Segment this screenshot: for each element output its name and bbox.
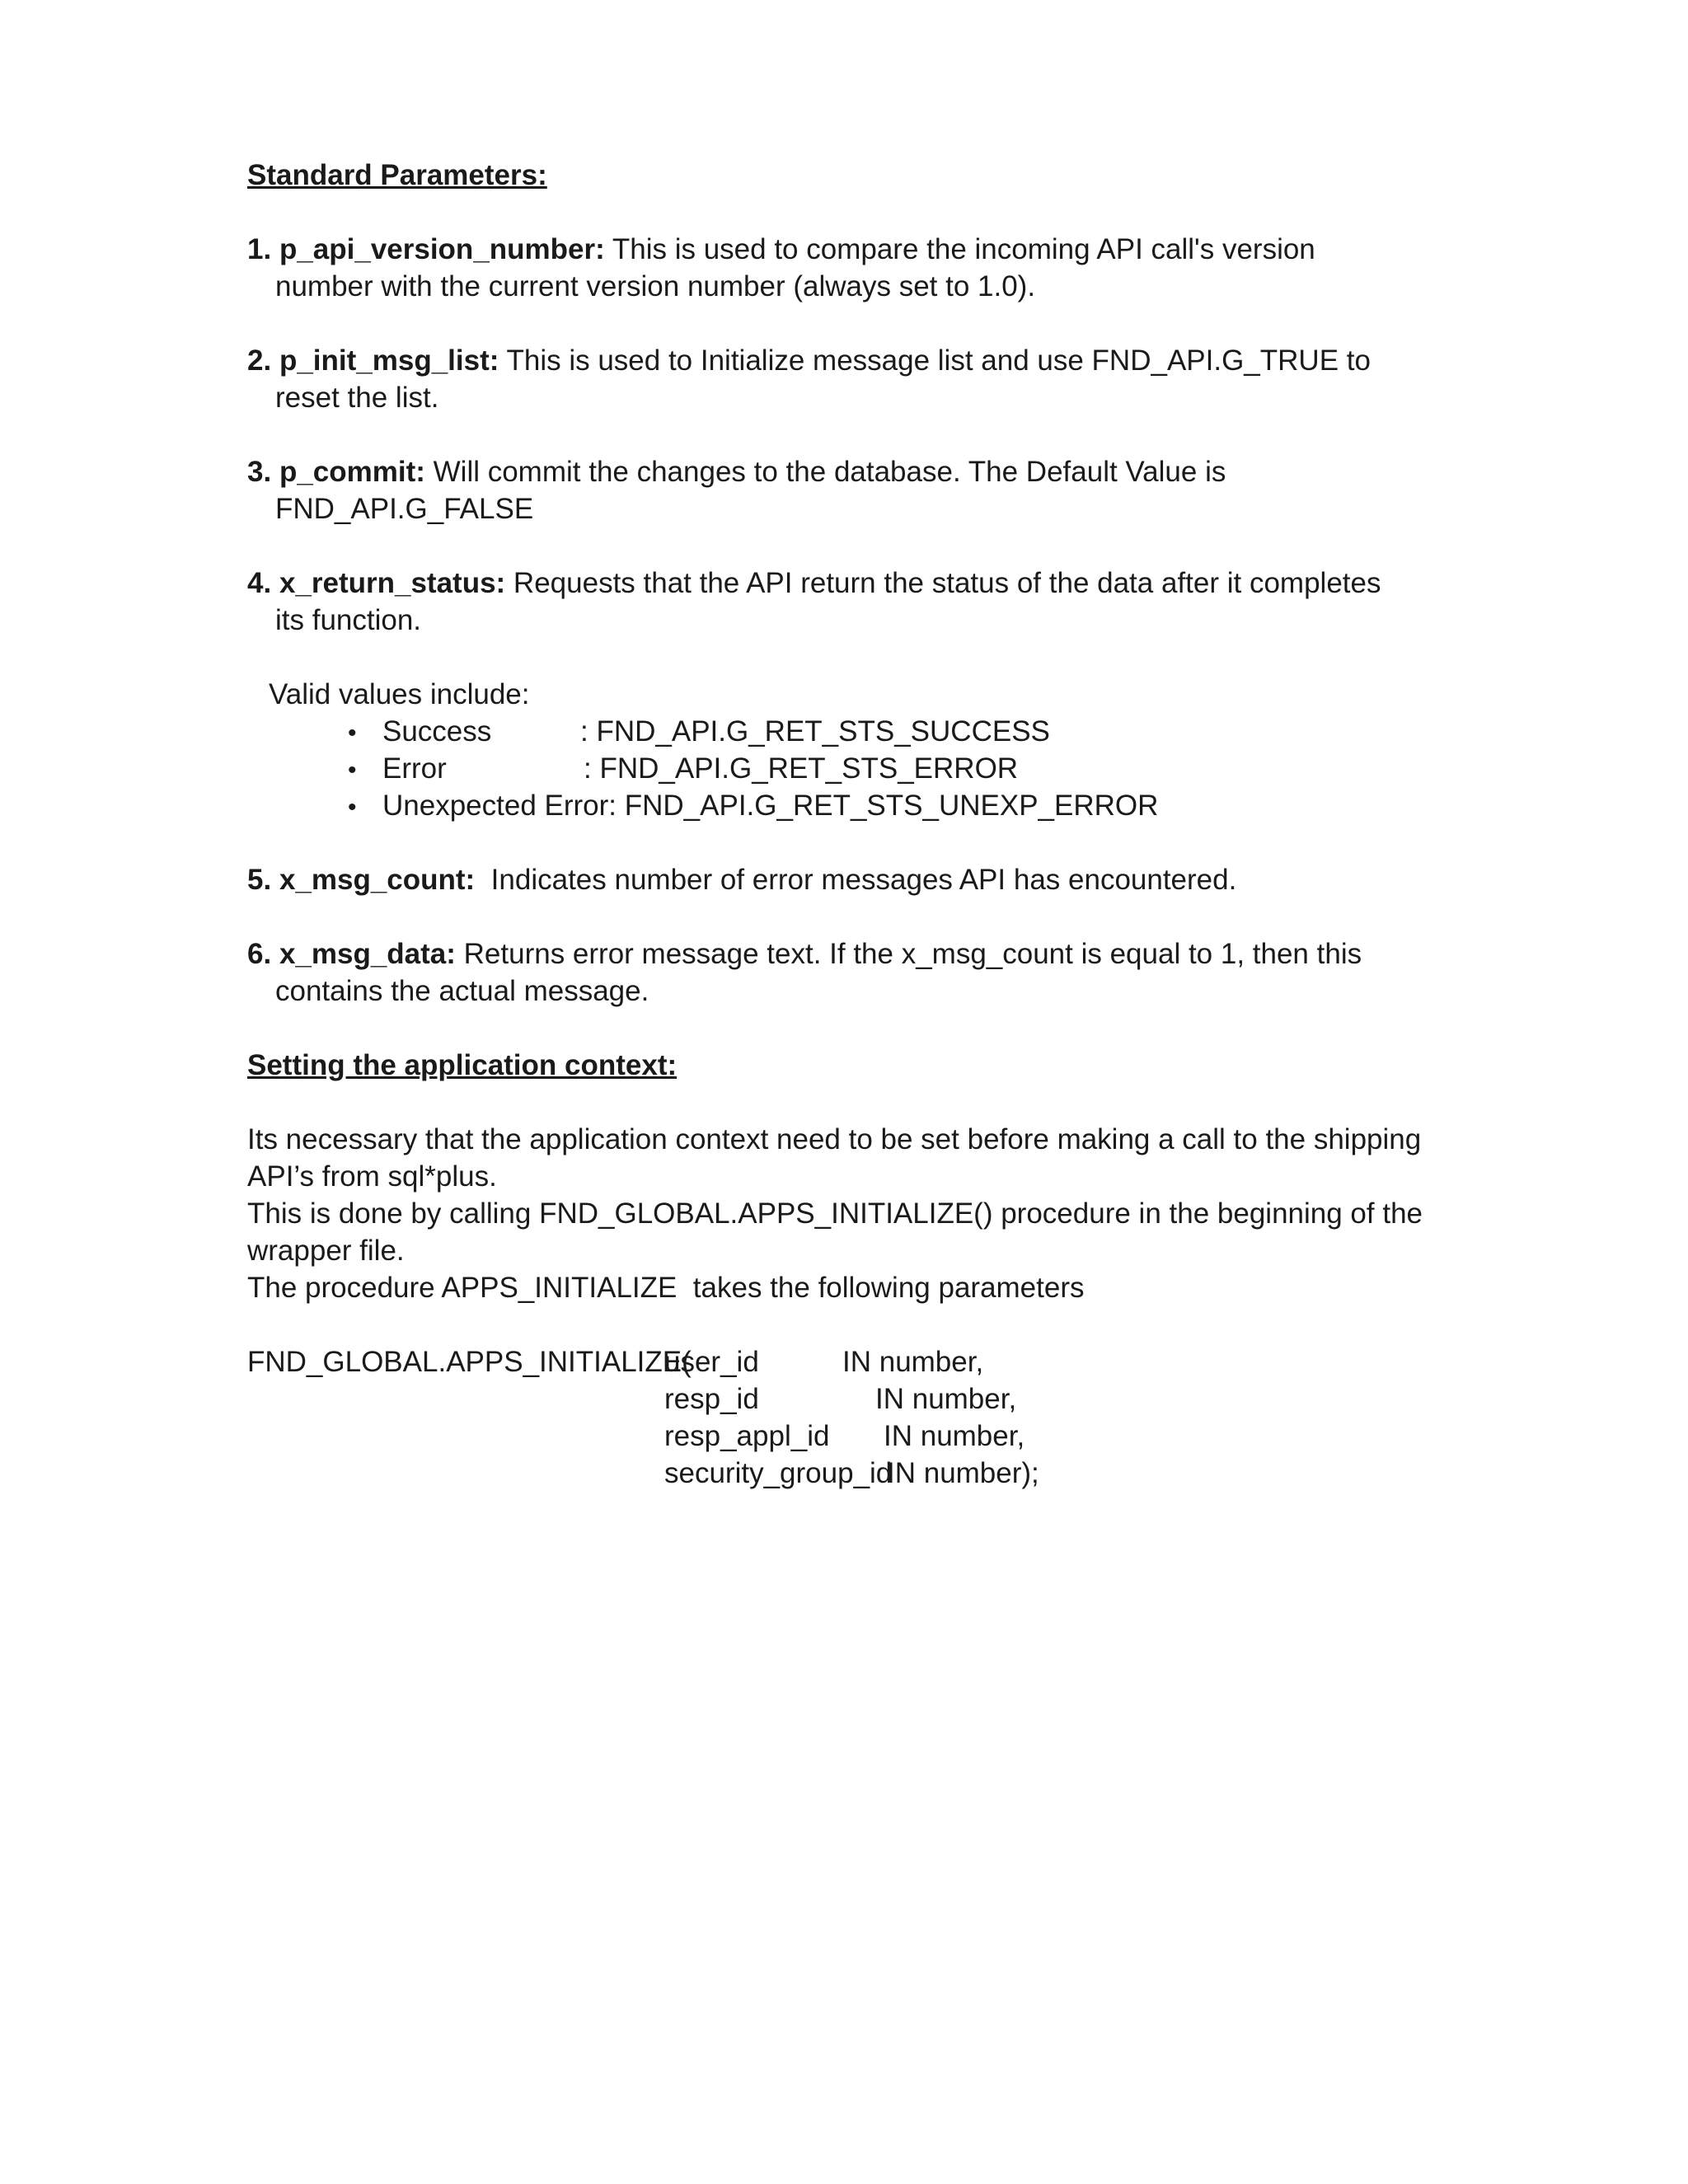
signature-param-name: user_id	[664, 1346, 759, 1378]
valid-value-constant: : FND_API.G_RET_STS_ERROR	[584, 752, 1019, 785]
document-body	[247, 157, 1451, 1492]
heading-standard-parameters: Standard Parameters:	[247, 159, 547, 191]
valid-values-list	[247, 713, 1451, 824]
parameter-name: x_msg_data:	[279, 938, 456, 970]
paragraph-line: Its necessary that the application context need to be set before making a call to the shipping	[247, 1123, 1422, 1155]
paragraph-line: API’s from sql*plus.	[247, 1160, 497, 1193]
parameter-name: x_msg_count:	[279, 864, 476, 896]
signature-row	[247, 1343, 1451, 1380]
signature-param-type: IN number,	[884, 1420, 1025, 1452]
list-item	[348, 787, 1451, 824]
signature-param-type: IN number);	[887, 1457, 1039, 1489]
parameter-description-cont: reset the list.	[275, 382, 439, 414]
signature-row	[247, 1380, 1451, 1418]
bullet-icon: •	[348, 794, 357, 821]
bullet-icon: •	[348, 757, 357, 784]
parameter-item-4	[247, 565, 1451, 639]
valid-value-name: Success	[382, 715, 492, 748]
parameter-item-3	[247, 453, 1451, 527]
list-item	[348, 750, 1451, 787]
signature-prefix: FND_GLOBAL.APPS_INITIALIZE(	[247, 1346, 692, 1378]
parameter-item-1	[247, 231, 1451, 305]
heading-application-context: Setting the application context:	[247, 1049, 678, 1081]
paragraph-line: This is done by calling FND_GLOBAL.APPS_INITIALIZE() procedure in the beginning of the	[247, 1197, 1423, 1230]
signature-row	[247, 1418, 1451, 1455]
parameter-name: x_return_status:	[279, 567, 506, 599]
parameter-item-5	[247, 861, 1451, 898]
parameter-number: 6.	[247, 938, 272, 970]
parameter-description-cont: number with the current version number (always set to 1.0).	[275, 270, 1036, 302]
parameter-description: This is used to Initialize message list and use FND_API.G_TRUE to	[499, 344, 1371, 377]
signature-param-name: security_group_id	[664, 1457, 893, 1489]
valid-value-constant: : FND_API.G_RET_STS_SUCCESS	[580, 715, 1050, 748]
parameter-name: p_commit:	[279, 456, 425, 488]
signature-row	[247, 1455, 1451, 1492]
signature-param-name: resp_appl_id	[664, 1420, 830, 1452]
signature-param-type: IN number,	[842, 1346, 984, 1378]
parameter-description: Will commit the changes to the database. The Default Value is	[424, 456, 1226, 488]
context-paragraph	[247, 1121, 1451, 1306]
valid-value-name: Error	[382, 752, 447, 785]
signature-param-type: IN number,	[875, 1383, 1017, 1415]
parameter-name: p_api_version_number:	[279, 233, 605, 265]
valid-value-constant: : FND_API.G_RET_STS_UNEXP_ERROR	[608, 790, 1159, 822]
bullet-icon: •	[348, 719, 357, 747]
paragraph-line: wrapper file.	[247, 1235, 405, 1267]
parameter-item-2	[247, 342, 1451, 416]
parameter-description: This is used to compare the incoming API call's version	[604, 233, 1315, 265]
parameter-description: Requests that the API return the status of the data after it completes	[505, 567, 1381, 599]
signature-param-name: resp_id	[664, 1383, 759, 1415]
procedure-signature	[247, 1343, 1451, 1492]
parameter-description: Returns error message text. If the x_msg_count is equal to 1, then this	[455, 938, 1362, 970]
parameter-description: Indicates number of error messages API has encountered.	[475, 864, 1237, 896]
parameter-name: p_init_msg_list:	[279, 344, 499, 377]
parameter-number: 4.	[247, 567, 272, 599]
parameter-item-6	[247, 935, 1451, 1010]
parameter-description-cont: its function.	[275, 604, 422, 636]
parameter-number: 3.	[247, 456, 272, 488]
parameter-number: 5.	[247, 864, 272, 896]
paragraph-line: The procedure APPS_INITIALIZE takes the following parameters	[247, 1272, 1085, 1304]
valid-value-name: Unexpected Error	[382, 790, 609, 822]
parameter-number: 1.	[247, 233, 272, 265]
parameter-number: 2.	[247, 344, 272, 377]
parameter-description-cont: contains the actual message.	[275, 975, 649, 1007]
list-item	[348, 713, 1451, 750]
parameter-description-cont: FND_API.G_FALSE	[275, 493, 534, 525]
valid-values-intro: Valid values include:	[269, 678, 530, 710]
